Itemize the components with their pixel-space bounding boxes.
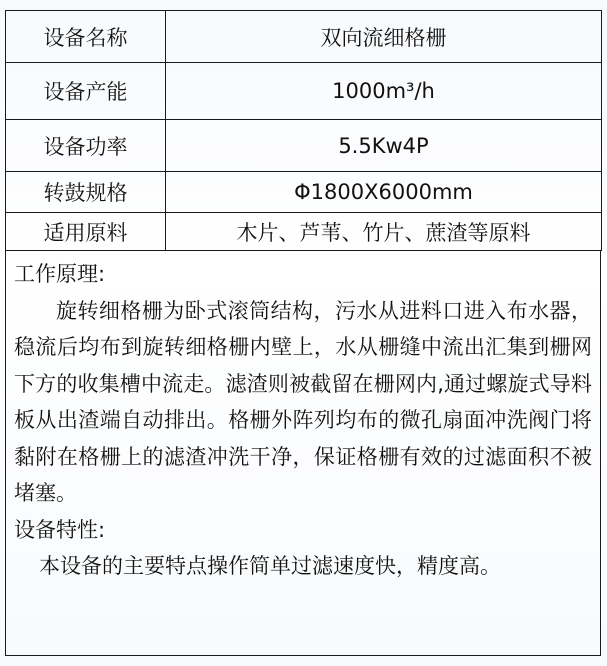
features-text: 本设备的主要特点操作简单过滤速度快，精度高。 — [39, 554, 501, 578]
spec-row-name — [6, 11, 602, 63]
spec-row-capacity — [6, 63, 602, 120]
spec-value: 双向流细格栅 — [166, 11, 602, 63]
spec-table — [5, 10, 602, 251]
description-box — [5, 250, 601, 656]
spec-row-drum-size — [6, 172, 602, 213]
spec-label: 转鼓规格 — [6, 172, 166, 213]
features-heading: 设备特性: — [14, 517, 106, 542]
spec-label: 适用原料 — [6, 213, 166, 251]
spec-value: 1000m³/h — [166, 63, 602, 120]
spec-value: 5.5Kw4P — [166, 120, 602, 172]
spec-label: 设备产能 — [6, 63, 166, 120]
spec-row-power — [6, 120, 602, 172]
spec-row-materials — [6, 213, 602, 251]
principle-text: 旋转细格栅为卧式滚筒结构，污水从进料口进入布水器，稳流后均布到旋转细格栅内壁上，水从栅缝中流出汇集到栅网下方的收集槽中流走。滤渣则被截留在栅网内,通过螺旋式导料板从出渣端自动排出。格栅外阵列均布的微孔扇面冲洗阀门将黏附在格栅上的滤渣冲洗干净，保证格栅有效的过滤面积不被堵塞。 — [14, 298, 592, 505]
spec-value: 木片、芦苇、竹片、蔗渣等原料 — [166, 213, 602, 251]
spec-label: 设备功率 — [6, 120, 166, 172]
spec-label: 设备名称 — [6, 11, 166, 63]
spec-value: Φ1800X6000mm — [166, 172, 602, 213]
principle-heading: 工作原理: — [14, 262, 106, 286]
